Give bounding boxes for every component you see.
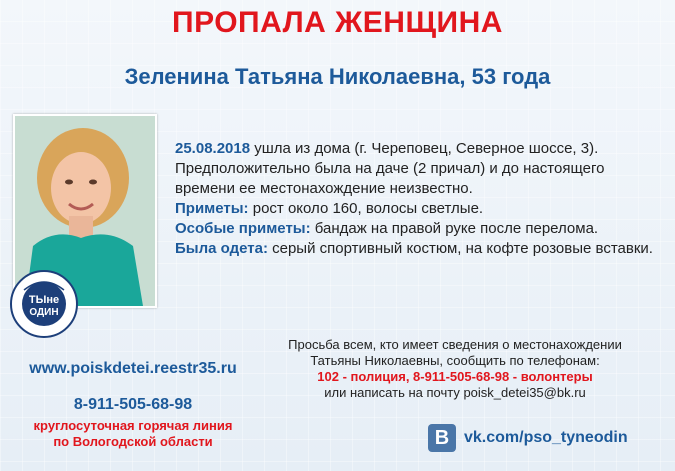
special-signs-label: Особые приметы:	[175, 220, 311, 237]
signs-value: рост около 160, волосы светлые.	[248, 200, 484, 217]
volunteer-logo	[10, 270, 78, 338]
poster-title: ПРОПАЛА ЖЕНЩИНА	[172, 6, 503, 39]
vk-link[interactable]	[428, 423, 628, 453]
contact-appeal	[255, 337, 655, 401]
signs-label: Приметы:	[175, 200, 249, 217]
vk-icon: В	[428, 424, 456, 452]
circumstances-text: ушла из дома (г. Череповец, Северное шоссе, 3). Предположительно была на даче (2 причал) и до настоящего времени ее местонахождение неизвестно.	[175, 140, 605, 197]
hotline-description	[18, 418, 248, 450]
website-link[interactable]: www.poiskdetei.reestr35.ru	[29, 360, 237, 377]
svg-text:ТЫне: ТЫне	[28, 294, 60, 306]
clothes-value: серый спортивный костюм, на кофте розовые вставки.	[267, 240, 653, 257]
appeal-phones: 102 - полиция, 8-911-505-68-98 - волонтеры	[317, 369, 593, 384]
hotline-text-1: круглосуточная горячая линия	[33, 418, 233, 433]
special-signs-value: бандаж на правой руке после перелома.	[310, 220, 599, 237]
hotline-phone: 8-911-505-68-98	[73, 396, 193, 413]
special-signs-line	[175, 219, 655, 239]
signs-line	[175, 199, 655, 219]
missing-details	[175, 139, 655, 259]
appeal-line-1: Просьба всем, кто имеет сведения о местонахождении	[288, 337, 622, 352]
svg-text:ОДИН: ОДИН	[29, 307, 59, 318]
clothes-label: Была одета:	[175, 240, 268, 257]
missing-person-name: Зеленина Татьяна Николаевна, 53 года	[124, 64, 551, 89]
vk-link-text[interactable]: vk.com/pso_tyneodin	[464, 429, 628, 446]
circumstances-paragraph	[175, 139, 655, 199]
clothes-line	[175, 239, 655, 259]
hotline-text-2: по Вологодской области	[53, 434, 213, 449]
missing-date: 25.08.2018	[175, 140, 251, 157]
appeal-line-2: Татьяны Николаевны, сообщить по телефонам:	[310, 353, 600, 368]
appeal-email: или написать на почту poisk_detei35@bk.ru	[324, 385, 586, 400]
